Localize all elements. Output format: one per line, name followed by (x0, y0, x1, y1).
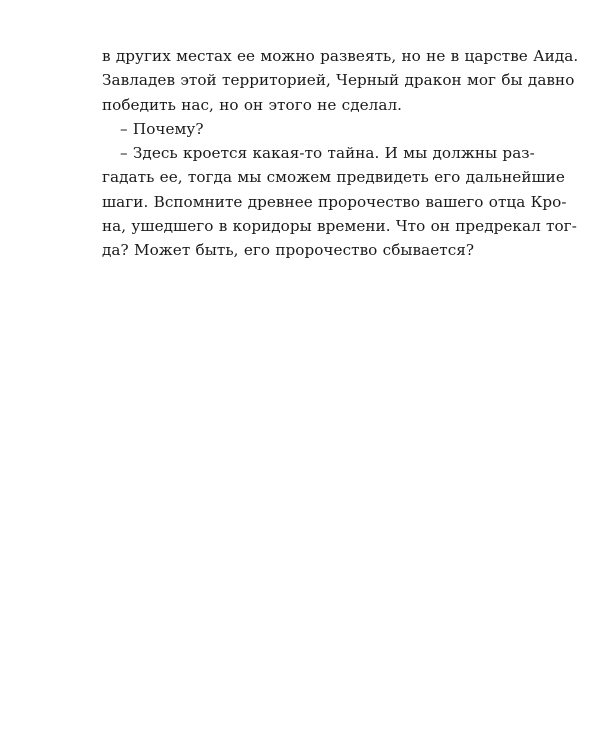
dialogue-line: – Здесь кроется какая-то тайна. И мы должны раз- (120, 144, 535, 163)
text-line: на, ушедшего в коридоры времени. Что он предрекал тог- (102, 217, 577, 236)
text-line: шаги. Вспомните древнее пророчество вашего отца Кро- (102, 192, 567, 211)
text-line: в других местах ее можно развеять, но не в царстве Аида. (102, 47, 579, 65)
text-line: гадать ее, тогда мы сможем предвидеть его дальнейшие (102, 168, 565, 187)
text-line: Завладев этой территорией, Черный дракон мог бы давно (102, 71, 575, 90)
body-text (102, 44, 579, 263)
dialogue-line: – Почему? (120, 119, 204, 138)
text-line: да? Может быть, его пророчество сбывается? (102, 241, 475, 260)
text-line: победить нас, но он этого не сделал. (102, 95, 403, 114)
